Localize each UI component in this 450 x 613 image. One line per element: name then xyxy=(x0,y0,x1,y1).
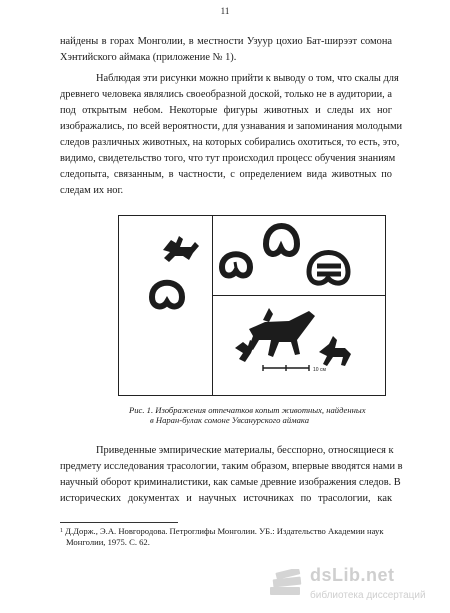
footnote-marker: 1 xyxy=(60,528,63,534)
footnote-text-1: Д.Дорж., Э.А. Новгородова. Петроглифы Монголии. УБ.: Издательство Академии наук xyxy=(63,526,384,536)
dslib-watermark xyxy=(268,563,446,609)
footnote-line-1 xyxy=(60,526,384,536)
hoof-print-top-2 xyxy=(266,226,297,254)
hoof-print-left xyxy=(152,283,182,307)
figure-caption-line-1: Рис. 1. Изображения отпечатков копыт животных, найденных xyxy=(129,405,366,415)
scale-bar xyxy=(263,365,309,371)
watermark-subtitle: библиотека диссертаций xyxy=(310,590,426,601)
small-animal-glyph xyxy=(163,236,199,262)
paragraph-2-line-3: под открытым небом. Некоторые фигуры животных и следы их ног xyxy=(60,105,392,116)
paragraph-2-line-8: следам их ног. xyxy=(60,185,124,196)
paragraph-1-line-2: Хэнтийского аймака (приложение № 1). xyxy=(60,52,237,63)
paragraph-2-line-7: следопыта, связанным, в частности, с определением вида животных по xyxy=(60,169,392,180)
small-bird-glyph xyxy=(235,340,255,362)
scale-label: 10 см xyxy=(313,367,326,373)
page-number: 11 xyxy=(220,6,230,16)
paragraph-2-line-2: древнего человека являлись своеобразной доской, только не в аудитории, а xyxy=(60,89,392,100)
paragraph-3-line-4: исторических документах и научных источниках по трасологии, как xyxy=(60,493,392,504)
petroglyph-figure xyxy=(118,215,386,396)
paragraph-3-line-3: научный оборот криминалистики, как самые древние изображения следов. В xyxy=(60,477,401,488)
paragraph-2-line-4: изображались, по всей вероятности, для узнавания и запоминания молодыми xyxy=(60,121,403,132)
figure-caption-line-2: в Наран-булак сомоне Увсанурского аймака xyxy=(150,415,310,425)
small-deer-glyph xyxy=(319,336,351,366)
paragraph-1-line-1: найдены в горах Монголии, в местности Узуур цохио Бат-ширээт сомона xyxy=(60,36,392,47)
watermark-logo-text: dsLib.net xyxy=(310,565,395,585)
hoof-print-top-1 xyxy=(222,254,250,275)
footnote-rule xyxy=(60,522,178,523)
paragraph-2-line-1: Наблюдая эти рисунки можно прийти к выводу о том, что скалы для xyxy=(96,73,399,84)
petroglyph-drawings xyxy=(119,216,385,395)
footnote-line-2: Монголии, 1975. С. 62. xyxy=(66,537,150,547)
book-stack-icon xyxy=(268,569,306,599)
hoof-print-top-3 xyxy=(309,253,348,284)
large-animal-glyph xyxy=(249,308,315,357)
paragraph-2-line-6: видимо, свидетельство того, что тут происходил процесс обучения знаниям xyxy=(60,153,396,164)
paragraph-2-line-5: следов различных животных, на которых собирались охотиться, то есть, это, xyxy=(60,137,400,148)
paragraph-3-line-2: предмету исследования трасологии, таким образом, впервые вводятся нами в xyxy=(60,461,403,472)
paragraph-3-line-1: Приведенные эмпирические материалы, бесспорно, относящиеся к xyxy=(96,445,394,456)
